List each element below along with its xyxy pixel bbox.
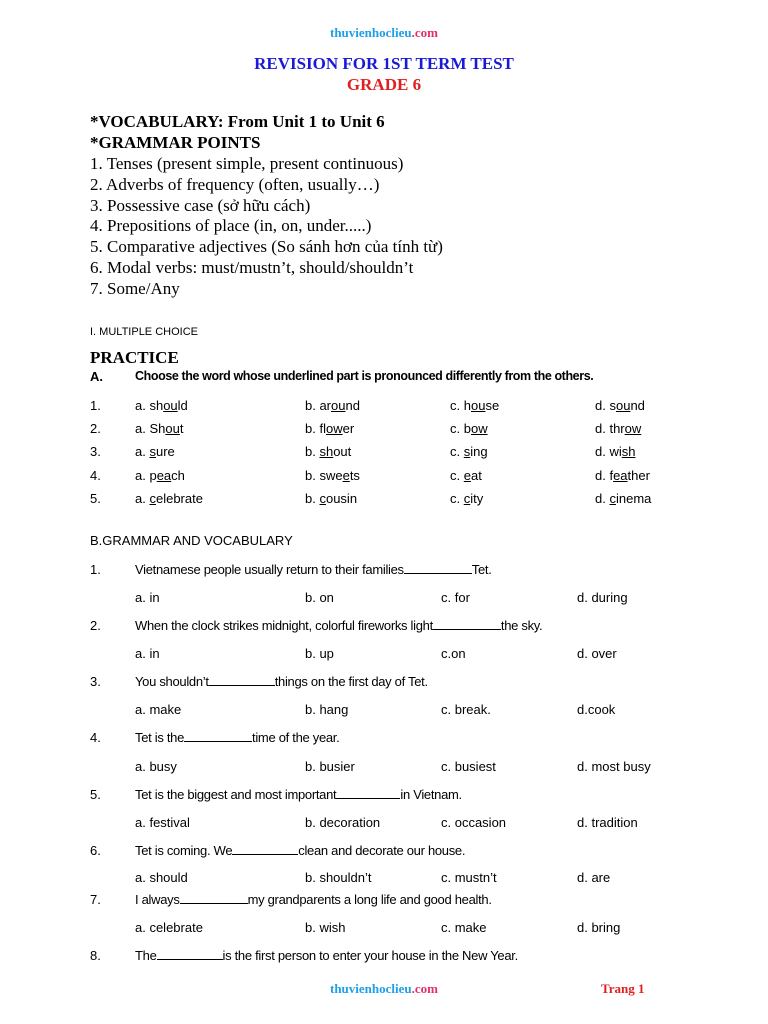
question-number: 3. [90, 444, 101, 460]
option-text: c. [450, 490, 464, 506]
option-text: nd [345, 398, 360, 413]
answer-option[interactable] [135, 398, 188, 413]
option-text: inema [615, 490, 652, 506]
option-text: t [179, 421, 184, 437]
answer-option[interactable]: d. are [577, 870, 611, 885]
answer-option[interactable] [450, 444, 488, 459]
answer-option[interactable]: c. make [441, 920, 487, 935]
answer-option[interactable]: a. should [135, 870, 188, 885]
answer-option[interactable] [135, 491, 203, 506]
answer-blank[interactable] [209, 674, 275, 686]
answer-option[interactable] [595, 421, 641, 436]
option-text: a. sh [135, 398, 164, 413]
underlined-part: ou [163, 398, 178, 413]
option-text: ts [349, 467, 360, 483]
underlined-part: ou [470, 398, 486, 413]
grammar-heading: *GRAMMAR POINTS [90, 133, 261, 152]
underlined-part: sh [621, 444, 636, 460]
answer-option[interactable] [450, 421, 488, 436]
grammar-point: 2. Adverbs of frequency (often, usually…) [90, 174, 380, 194]
site-name: thuvienhoclieu [330, 25, 412, 40]
answer-option[interactable]: b. decoration [305, 815, 381, 830]
page-title: REVISION FOR 1ST TERM TEST [254, 54, 514, 73]
answer-option[interactable]: c. busiest [441, 759, 496, 774]
question-number: 3. [90, 674, 101, 689]
footer-site-name: thuvienhoclieu [330, 981, 412, 996]
part-b-heading: B.GRAMMAR AND VOCABULARY [90, 533, 293, 548]
answer-option[interactable]: c. mustn’t [441, 870, 497, 885]
header-site-link[interactable] [0, 25, 768, 41]
option-text: a. p [135, 467, 157, 483]
question-prefix: When the clock strikes midnight, colorful fireworks light [135, 618, 433, 633]
question-text [135, 843, 465, 858]
question-prefix: Tet is the biggest and most important [135, 787, 337, 802]
underlined-part: s [149, 444, 156, 460]
answer-option[interactable] [450, 468, 482, 483]
question-suffix: is the first person to enter your house in the New Year. [222, 948, 518, 963]
option-text: c. h [450, 398, 471, 413]
answer-option[interactable]: a. in [135, 646, 160, 661]
question-prefix: Tet is the [135, 730, 185, 745]
question-number: 6. [90, 843, 101, 858]
answer-option[interactable]: b. up [305, 646, 334, 661]
answer-option[interactable]: c. occasion [441, 815, 507, 830]
answer-option[interactable]: b. wish [305, 920, 346, 935]
answer-option[interactable]: d. tradition [577, 815, 638, 830]
question-number: 8. [90, 948, 101, 963]
answer-option[interactable] [595, 444, 635, 459]
footer-site-link[interactable] [0, 981, 768, 997]
option-text: d. s [595, 398, 616, 413]
option-text: c. [450, 467, 464, 483]
grammar-point: 7. Some/Any [90, 278, 180, 298]
option-text: c. b [450, 421, 471, 437]
answer-option[interactable] [450, 491, 483, 506]
underlined-part: ea [613, 467, 628, 483]
answer-option[interactable]: a. festival [135, 815, 190, 830]
vocab-heading: *VOCABULARY: From Unit 1 to Unit 6 [90, 112, 385, 131]
option-text: d. [595, 490, 610, 506]
option-text: d. wi [595, 444, 622, 460]
question-number: 5. [90, 787, 101, 802]
answer-blank[interactable] [232, 843, 298, 855]
underlined-part: ow [624, 421, 642, 437]
option-text: nd [630, 398, 645, 413]
option-text: ch [171, 467, 185, 483]
question-number: 2. [90, 618, 101, 633]
answer-option[interactable] [595, 398, 645, 413]
option-text: a. Sh [135, 421, 166, 437]
answer-blank[interactable] [433, 618, 501, 630]
answer-option[interactable]: c.on [441, 646, 466, 661]
answer-option[interactable] [135, 421, 183, 436]
option-text: d. thr [595, 421, 625, 437]
grammar-point: 5. Comparative adjectives (So sánh hơn của tính từ) [90, 237, 443, 257]
option-text: ure [155, 444, 175, 460]
answer-option[interactable] [305, 444, 351, 459]
answer-option[interactable]: a. celebrate [135, 920, 203, 935]
question-suffix: the sky. [500, 618, 543, 633]
answer-blank[interactable] [336, 787, 400, 799]
question-suffix: things on the first day of Tet. [274, 674, 428, 689]
grammar-point: 4. Prepositions of place (in, on, under.....) [90, 216, 372, 236]
underlined-part: ow [470, 421, 488, 437]
underlined-part: e [463, 467, 471, 483]
grammar-point: 6. Modal verbs: must/mustn’t, should/shouldn’t [90, 258, 414, 277]
underlined-part: ou [331, 398, 346, 413]
answer-blank[interactable] [184, 730, 252, 742]
question-number: 2. [90, 421, 101, 437]
answer-option[interactable]: c. break. [441, 702, 491, 717]
option-text: b. fl [305, 421, 326, 437]
question-suffix: clean and decorate our house. [298, 843, 466, 858]
practice-heading: PRACTICE [90, 348, 179, 367]
answer-option[interactable] [450, 398, 499, 413]
page-number: Trang 1 [601, 981, 645, 996]
answer-blank[interactable] [404, 562, 472, 574]
question-prefix: Tet is coming. We [135, 843, 233, 858]
question-text [135, 562, 492, 577]
option-text: se [485, 398, 500, 413]
answer-option[interactable]: a. make [135, 702, 182, 717]
question-suffix: time of the year. [252, 730, 340, 745]
question-prefix: The [135, 948, 157, 963]
question-prefix: Vietnamese people usually return to their families [135, 562, 404, 577]
underlined-part: ea [156, 467, 172, 483]
answer-option[interactable] [595, 491, 651, 506]
question-text [135, 730, 339, 745]
option-text: at [470, 467, 482, 483]
underlined-part: ow [325, 421, 343, 437]
answer-option[interactable]: a. busy [135, 759, 177, 774]
footer-site-domain: .com [411, 981, 438, 996]
answer-option[interactable]: d. over [577, 646, 617, 661]
answer-option[interactable]: b. hang [305, 702, 349, 717]
answer-option[interactable] [135, 444, 175, 459]
option-text: ing [470, 444, 488, 460]
question-number: 1. [90, 398, 101, 413]
answer-option[interactable]: a. in [135, 590, 160, 605]
option-text: elebrate [155, 490, 203, 506]
underlined-part: c [463, 490, 471, 506]
question-text [135, 948, 518, 963]
answer-option[interactable] [595, 468, 650, 483]
grammar-point: 3. Possessive case (sở hữu cách) [90, 195, 311, 215]
part-a-instruction: Choose the word whose underlined part is pronounced differently from the others. [135, 369, 594, 383]
question-number: 4. [90, 467, 101, 483]
question-number: 7. [90, 892, 101, 907]
question-suffix: my grandparents a long life and good health. [247, 892, 492, 907]
option-text: er [342, 421, 355, 437]
option-text: out [333, 444, 352, 460]
option-text: ousin [325, 490, 358, 506]
underlined-part: e [342, 467, 350, 483]
answer-option[interactable] [135, 468, 185, 483]
answer-option[interactable] [305, 421, 354, 436]
underlined-part: s [463, 444, 471, 460]
answer-option[interactable]: b. on [305, 590, 334, 605]
underlined-part: c [319, 490, 326, 506]
option-text: d. f [595, 467, 614, 483]
answer-option[interactable] [305, 468, 360, 483]
underlined-part: ou [615, 398, 631, 413]
answer-option[interactable] [305, 398, 360, 413]
question-number: 5. [90, 490, 101, 506]
underlined-part: c [149, 490, 156, 506]
answer-option[interactable]: d. bring [577, 920, 621, 935]
section-heading: I. MULTIPLE CHOICE [90, 326, 198, 338]
question-text [135, 674, 428, 689]
option-text: a. [135, 444, 150, 460]
question-number: 4. [90, 730, 101, 745]
underlined-part: c [609, 490, 616, 506]
option-text: ity [470, 490, 484, 506]
question-prefix: I always [135, 892, 180, 907]
answer-option[interactable]: d. most busy [577, 759, 651, 774]
question-suffix: Tet. [471, 562, 492, 577]
part-a-label: A. [90, 369, 103, 384]
option-text: b. [305, 444, 320, 460]
answer-option[interactable]: d.cook [577, 702, 616, 717]
option-text: b. swe [305, 467, 343, 483]
answer-option[interactable]: c. for [441, 590, 470, 605]
option-text: b. ar [305, 398, 332, 413]
underlined-part: sh [319, 444, 334, 460]
question-text [135, 618, 542, 633]
option-text: c. [450, 444, 464, 460]
answer-option[interactable]: d. during [577, 590, 628, 605]
option-text: a. [135, 490, 150, 506]
question-suffix: in Vietnam. [400, 787, 462, 802]
grammar-point: 1. Tenses (present simple, present continuous) [90, 154, 404, 173]
option-text: b. [305, 490, 320, 506]
page-subtitle: GRADE 6 [346, 75, 422, 94]
underlined-part: ou [165, 421, 180, 437]
answer-option[interactable]: b. shouldn’t [305, 870, 372, 885]
option-text: ld [177, 398, 188, 413]
answer-blank[interactable] [157, 948, 223, 960]
site-domain: .com [411, 25, 438, 40]
question-text [135, 787, 462, 802]
question-prefix: You shouldn’t [135, 674, 209, 689]
answer-option[interactable]: b. busier [305, 759, 355, 774]
answer-blank[interactable] [180, 892, 248, 904]
question-number: 1. [90, 562, 101, 577]
answer-option[interactable] [305, 491, 357, 506]
option-text: ther [627, 467, 650, 483]
question-text [135, 892, 492, 907]
